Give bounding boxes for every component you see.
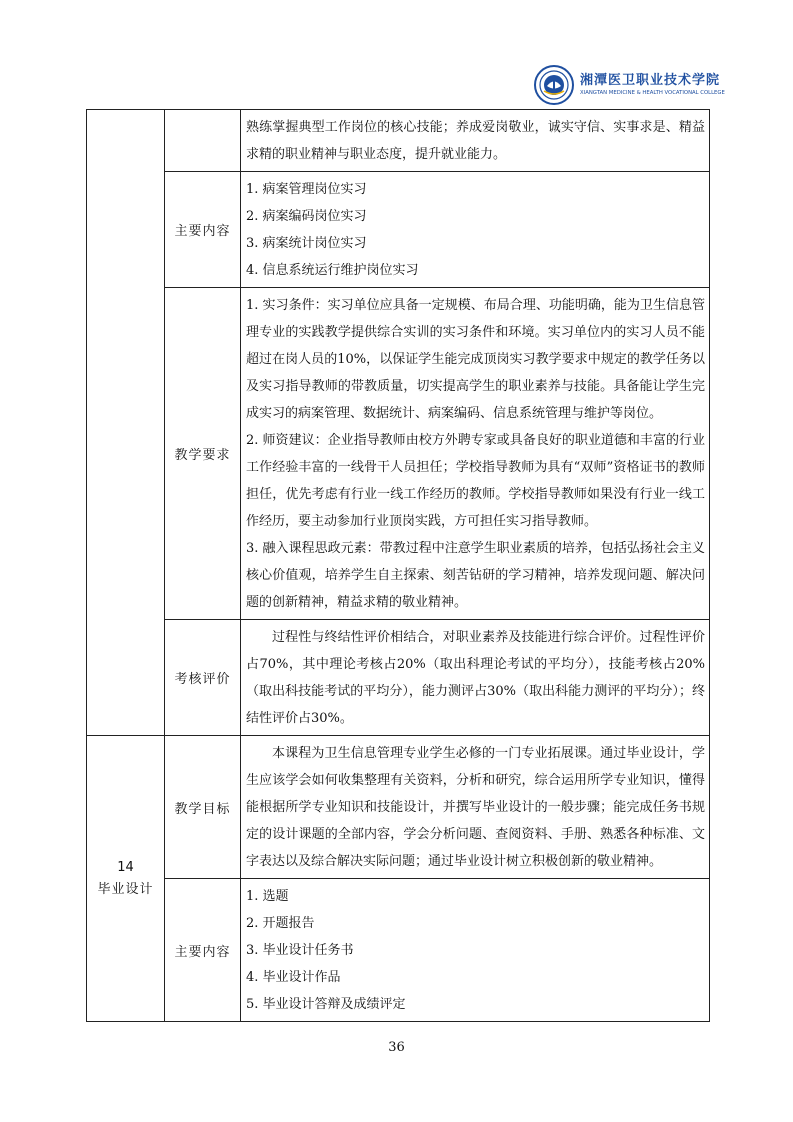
table-row [87, 288, 710, 620]
row-content [241, 110, 710, 172]
list-item: 4. 信息系统运行维护岗位实习 [246, 263, 419, 278]
row-label-empty [165, 110, 241, 172]
college-name-en: XIANGTAN MEDICINE & HEALTH VOCATIONAL COLLEGE [580, 89, 725, 96]
course-cell [87, 736, 165, 1022]
paragraph: 过程性与终结性评价相结合，对职业素养及技能进行综合评价。过程性评价占70%，其中理论考核占20%（取出科理论考试的平均分），技能考核占20%（取出科技能考试的平均分），能力测评占30%（取出科能力测评的平均分）；终结性评价占30%。 [246, 630, 705, 726]
paragraph: 2. 师资建议：企业指导教师由校方外聘专家或具备良好的职业道德和丰富的行业工作经验丰富的一线骨干人员担任；学校指导教师为具有“双师”资格证书的教师担任，优先考虑有行业一线工作经历的教师。学校指导教师如果没有行业一线工作经历，要主动参加行业顶岗实践，方可担任实习指导教师。 [246, 433, 705, 529]
list-item: 2. 开题报告 [246, 916, 315, 931]
row-label: 主要内容 [165, 879, 241, 1022]
row-label: 教学要求 [165, 288, 241, 620]
goal-continuation-text: 熟练掌握典型工作岗位的核心技能；养成爱岗敬业，诚实守信、实事求是、精益求精的职业精神与职业态度，提升就业能力。 [246, 120, 705, 162]
college-emblem-icon [534, 65, 574, 105]
course-number: 14 [117, 859, 134, 875]
paragraph: 1. 实习条件：实习单位应具备一定规模、布局合理、功能明确，能为卫生信息管理专业的实践教学提供综合实训的实习条件和环境。实习单位内的实习人员不能超过在岗人员的10%，以保证学生能完成顶岗实习教学要求中规定的教学任务以及实习指导教师的带教质量，切实提高学生的职业素养与技能。具备能让学生完成实习的病案管理、数据统计、病案编码、信息系统管理与维护等岗位。 [246, 298, 705, 421]
table-row [87, 736, 710, 879]
college-name-cn: 湘潭医卫职业技术学院 [580, 72, 721, 88]
paragraph: 3. 融入课程思政元素：带教过程中注意学生职业素质的培养，包括弘扬社会主义核心价值观，培养学生自主探索、刻苦钻研的学习精神，培养发现问题、解决问题的创新精神，精益求精的敬业精神。 [246, 541, 705, 610]
row-label: 主要内容 [165, 172, 241, 288]
college-logo [534, 64, 725, 106]
table-row [87, 879, 710, 1022]
paragraph: 本课程为卫生信息管理专业学生必修的一门专业拓展课。通过毕业设计，学生应该学会如何收集整理有关资料，分析和研究，综合运用所学专业知识，懂得能根据所学专业知识和技能设计，并撰写毕业设计的一般步骤；能完成任务书规定的设计课题的全部内容，学会分析问题、查阅资料、手册、熟悉各种标准、文字表达以及综合解决实际问题；通过毕业设计树立积极创新的敬业精神。 [246, 746, 705, 869]
list-item: 3. 毕业设计任务书 [246, 943, 354, 958]
course-name: 毕业设计 [97, 881, 154, 897]
table-row [87, 110, 710, 172]
list-item: 1. 病案管理岗位实习 [246, 182, 367, 197]
table-row [87, 620, 710, 736]
table-row [87, 172, 710, 288]
list-item: 5. 毕业设计答辩及成绩评定 [246, 997, 406, 1012]
page-number: 36 [388, 1040, 405, 1055]
row-content [241, 172, 710, 288]
row-label: 考核评价 [165, 620, 241, 736]
list-item: 4. 毕业设计作品 [246, 970, 341, 985]
row-content [241, 736, 710, 879]
row-content [241, 879, 710, 1022]
college-name [580, 74, 725, 96]
list-item: 3. 病案统计岗位实习 [246, 236, 367, 251]
row-content [241, 288, 710, 620]
list-item: 2. 病案编码岗位实习 [246, 209, 367, 224]
course-cell-empty [87, 110, 165, 736]
course-table [86, 109, 710, 1022]
row-label: 教学目标 [165, 736, 241, 879]
row-content [241, 620, 710, 736]
list-item: 1. 选题 [246, 889, 289, 904]
